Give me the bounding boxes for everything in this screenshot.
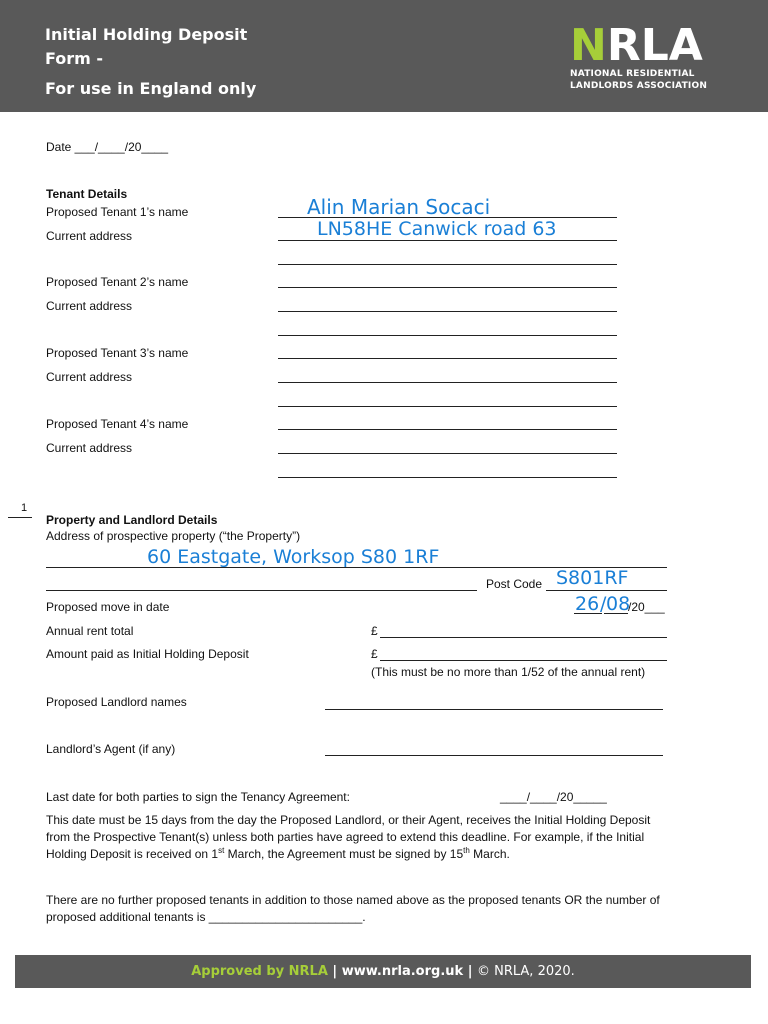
form-title-line2: Form -: [45, 49, 104, 68]
move-in-year[interactable]: /20___: [628, 600, 665, 614]
additional-tenants-statement: [46, 892, 746, 926]
landlord-names-label: Proposed Landlord names: [46, 695, 187, 709]
footnote-rule: [8, 517, 32, 518]
last-sign-date-label: Last date for both parties to sign the Tenancy Agreement:: [46, 790, 350, 804]
annual-rent-currency: £: [371, 624, 378, 638]
tenant2-name-label: Proposed Tenant 2’s name: [46, 275, 189, 289]
landlord-names-field[interactable]: [325, 709, 663, 710]
last-date-explanation: [46, 812, 746, 863]
holding-deposit-field[interactable]: [380, 660, 667, 661]
explanation-line3: Holding Deposit is received on 1st March, the Agreement must be signed by 15th March.: [46, 846, 510, 861]
tenant4-address-label: Current address: [46, 441, 133, 455]
tenant4-name-field[interactable]: [278, 429, 617, 430]
postcode-label: Post Code: [486, 577, 543, 591]
move-in-date-label: Proposed move in date: [46, 600, 170, 614]
tenant3-name-label: Proposed Tenant 3’s name: [46, 346, 189, 360]
form-title-line3: For use in England only: [45, 79, 257, 98]
tenant-details-heading: Tenant Details: [46, 187, 128, 201]
tenant4-address-field-2[interactable]: [278, 477, 617, 478]
tenant4-name-label: Proposed Tenant 4’s name: [46, 417, 189, 431]
annual-rent-label: Annual rent total: [46, 624, 134, 638]
move-in-month-value: 08: [606, 593, 631, 615]
tenant2-address-field-2[interactable]: [278, 335, 617, 336]
holding-deposit-label: Amount paid as Initial Holding Deposit: [46, 647, 249, 661]
tenant3-address-field-2[interactable]: [278, 406, 617, 407]
form-title-line1: Initial Holding Deposit: [45, 25, 248, 44]
footnote-marker: 1: [21, 502, 28, 514]
tenant1-address-field-2[interactable]: [278, 264, 617, 265]
footer-bar: [15, 955, 751, 988]
property-details-heading: Property and Landlord Details: [46, 513, 218, 527]
approved-by-nrla: Approved by NRLA: [191, 964, 328, 979]
header-bar: [0, 0, 768, 112]
tenant1-name-label: Proposed Tenant 1’s name: [46, 205, 189, 219]
tenant2-address-label: Current address: [46, 299, 133, 313]
footer-separator-1: |: [327, 964, 342, 979]
tenant1-address-value: LN58HE Canwick road 63: [317, 218, 557, 240]
website-link[interactable]: www.nrla.org.uk: [341, 964, 464, 979]
tenant3-address-label: Current address: [46, 370, 133, 384]
holding-deposit-currency: £: [371, 647, 378, 661]
tenant2-address-field[interactable]: [278, 311, 617, 312]
copyright-text: © NRLA, 2020.: [476, 964, 575, 979]
tenant1-name-value: Alin Marian Socaci: [307, 195, 491, 219]
tenant2-name-field[interactable]: [278, 287, 617, 288]
logo-subtitle-line1: NATIONAL RESIDENTIAL: [570, 69, 695, 79]
landlord-agent-field[interactable]: [325, 755, 663, 756]
move-in-day-value: 26: [575, 593, 600, 615]
move-in-slash: /: [600, 593, 607, 615]
annual-rent-field[interactable]: [380, 637, 667, 638]
last-sign-date-field[interactable]: ____/____/20_____: [500, 790, 607, 804]
explanation-line1: This date must be 15 days from the day the Proposed Landlord, or their Agent, receives the Initial Holding Deposit: [46, 813, 651, 827]
date-field[interactable]: Date ___/____/20____: [46, 140, 169, 154]
landlord-agent-label: Landlord’s Agent (if any): [46, 742, 176, 756]
tenant1-address-label: Current address: [46, 229, 133, 243]
tenant3-name-field[interactable]: [278, 358, 617, 359]
property-address-label: Address of prospective property (“the Property”): [46, 529, 301, 543]
explanation-line2: from the Prospective Tenant(s) unless both parties have agreed to extend this deadline. For example, if the Initial: [46, 830, 645, 844]
holding-deposit-note: (This must be no more than 1/52 of the annual rent): [371, 665, 646, 679]
postcode-field[interactable]: [546, 590, 667, 591]
additional-tenants-line2[interactable]: proposed additional tenants is _______________________.: [46, 910, 366, 924]
tenant4-address-field[interactable]: [278, 453, 617, 454]
property-address-field-2[interactable]: [46, 590, 477, 591]
additional-tenants-line1: There are no further proposed tenants in addition to those named above as the proposed tenants OR the number of: [46, 893, 660, 907]
nrla-logo: NRLA: [570, 20, 703, 71]
property-address-value: 60 Eastgate, Worksop S80 1RF: [147, 546, 440, 568]
postcode-value: S801RF: [556, 567, 629, 589]
logo-subtitle-line2: LANDLORDS ASSOCIATION: [570, 81, 708, 91]
footer-separator-2: |: [463, 964, 477, 979]
tenant3-address-field[interactable]: [278, 382, 617, 383]
tenant1-address-field[interactable]: [278, 240, 617, 241]
